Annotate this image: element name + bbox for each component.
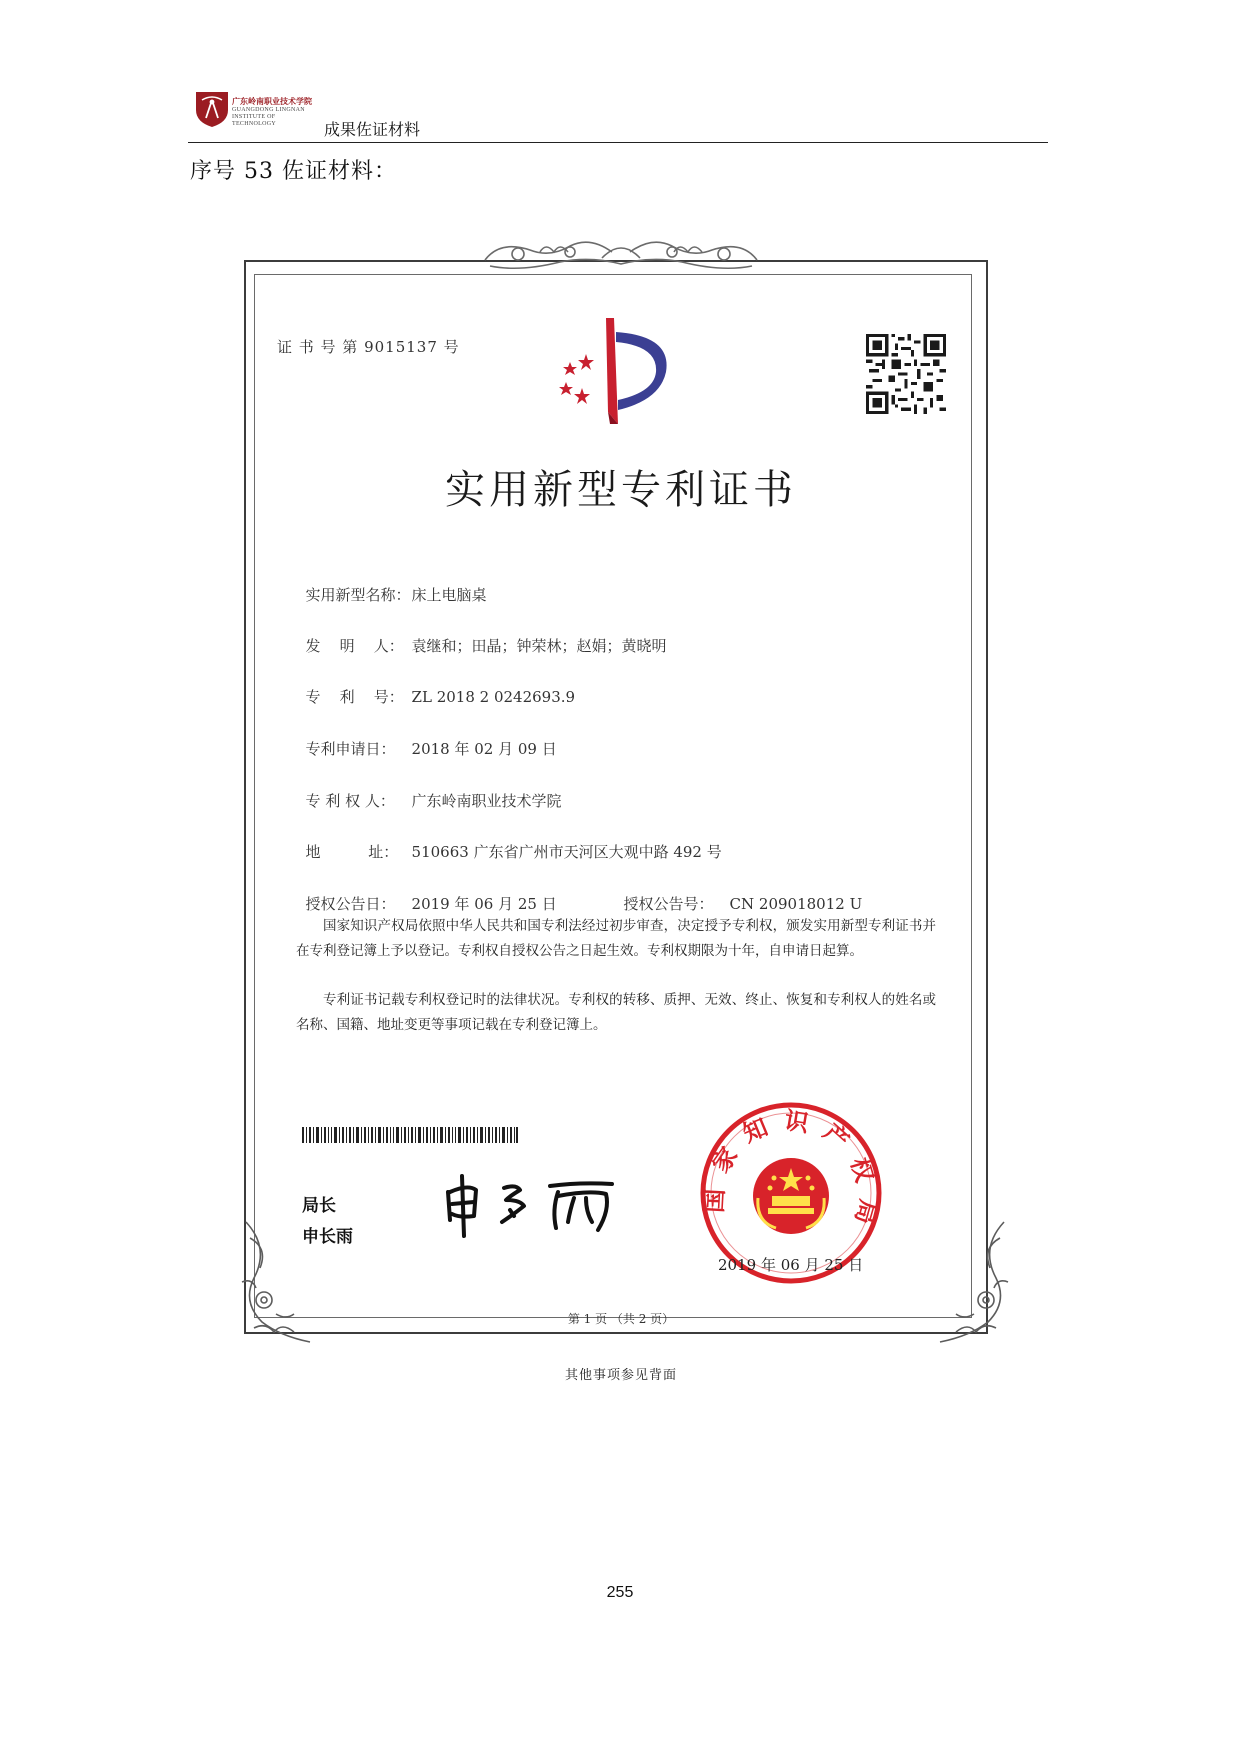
certificate-title: 实用新型专利证书	[445, 467, 797, 513]
field-inventors	[296, 617, 667, 656]
field-label: 专利申请日：	[305, 740, 396, 758]
field-label: 专 利 权 人：	[305, 792, 395, 810]
college-shield-logo-icon	[192, 88, 232, 128]
field-label: 地 址：	[305, 843, 399, 861]
field-value: 袁继和；田晶；钟荣林；赵娟；黄晓明	[411, 637, 667, 655]
field-patent-number	[296, 668, 575, 707]
statement-paragraph-1: 国家知识产权局依照中华人民共和国专利法经过初步审查，决定授予专利权，颁发实用新型专利证书并在专利登记簿上予以登记。专利权自授权公告之日起生效。专利权期限为十年，自申请日起算。	[296, 918, 936, 959]
field-label: 发 明 人：	[305, 637, 404, 655]
field-value: ZL 2018 2 0242693.9	[411, 688, 576, 706]
svg-text:国家知识产权局: 国家知识产权局	[699, 1105, 884, 1242]
other-matters-note: 其他事项参见背面	[564, 1368, 677, 1383]
field-value: 2018 年 02 月 09 日	[411, 740, 557, 758]
field-value: 510663 广东省广州市天河区大观中路 492 号	[411, 843, 722, 861]
barcode-icon	[302, 1127, 518, 1147]
school-name-cn: 广东岭南职业技术学院	[232, 97, 312, 106]
field-value: CN 209018012 U	[729, 895, 863, 913]
field-label: 授权公告号：	[623, 895, 714, 913]
qr-code-icon	[866, 334, 946, 418]
field-utility-model-name	[296, 566, 487, 605]
seal-date: 2019 年 06 月 25 日	[718, 1256, 864, 1274]
header-divider	[188, 142, 1048, 143]
corner-ornament-right-icon	[930, 1218, 1010, 1354]
director-title: 局长	[302, 1196, 336, 1216]
field-grant-date	[296, 875, 557, 914]
field-grant-number	[614, 875, 862, 914]
section-title: 序号 53 佐证材料：	[190, 159, 397, 184]
field-label: 专 利 号：	[305, 688, 404, 706]
field-label: 实用新型名称：	[305, 586, 411, 604]
field-application-date	[296, 720, 557, 759]
school-name-en: GUANGDONG LINGNAN INSTITUTE OF TECHNOLOGY	[232, 107, 305, 127]
field-address	[296, 823, 722, 862]
statement-paragraph-2: 专利证书记载专利权登记时的法律状况。专利权的转移、质押、无效、终止、恢复和专利权人的姓名或名称、国籍、地址变更等事项记载在专利登记簿上。	[296, 992, 936, 1033]
field-value: 床上电脑桌	[411, 586, 487, 604]
page-number: 255	[606, 1584, 634, 1601]
cnipa-logo-icon	[548, 316, 678, 430]
director-name: 申长雨	[302, 1227, 353, 1247]
field-patentee	[296, 772, 562, 811]
top-ornament-icon	[240, 232, 1002, 286]
field-value: 2019 年 06 月 25 日	[411, 895, 557, 913]
field-label: 授权公告日：	[305, 895, 396, 913]
certificate-number: 证 书 号 第 9015137 号	[277, 338, 460, 356]
header-title: 成果佐证材料	[324, 120, 421, 139]
certificate-page-indicator: 第 1 页 （共 2 页）	[567, 1312, 675, 1326]
director-signature-icon	[440, 1170, 620, 1244]
field-value: 广东岭南职业技术学院	[411, 792, 562, 810]
